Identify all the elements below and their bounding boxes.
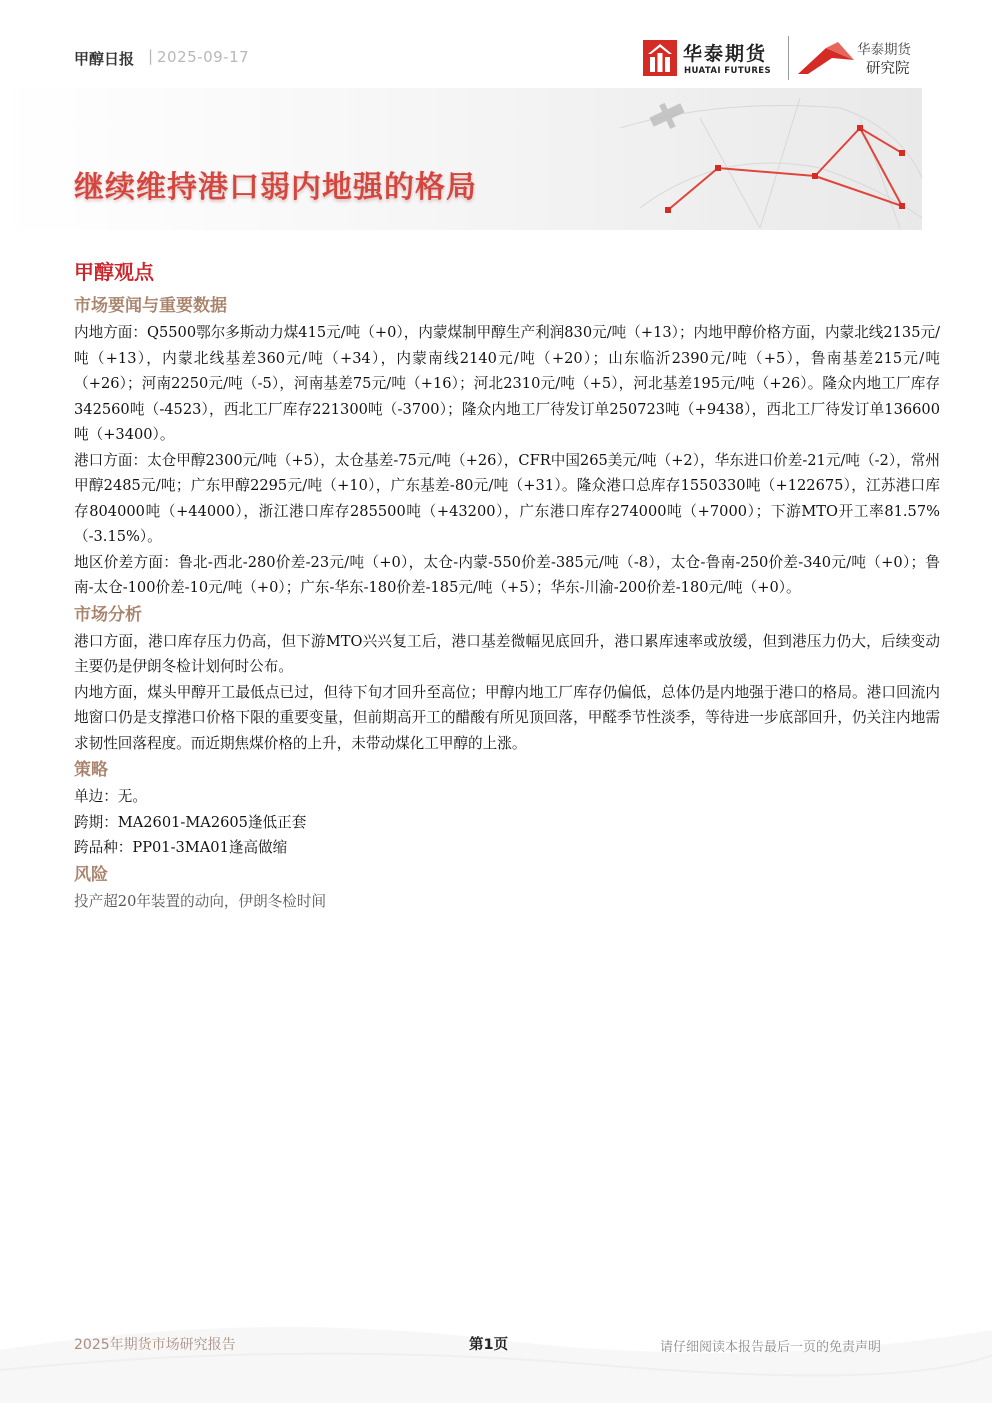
brand-name-en: HUATAI FUTURES	[684, 66, 771, 76]
analysis-port-paragraph: 港口方面，港口库存压力仍高，但下游MTO兴兴复工后，港口基差微幅见底回升，港口累库速率或放缓，但到港压力仍大，后续变动主要仍是伊朗冬检计划何时公布。	[74, 632, 940, 675]
strategy-line: 跨期：MA2601-MA2605逢低正套	[74, 813, 307, 831]
port-paragraph: 港口方面：太仓甲醇2300元/吨（+5），太仓基差-75元/吨（+26），CFR中国265美元/吨（+2），华东进口价差-21元/吨（-2），常州甲醇2485元/吨；广东甲醇2295元/吨（+10），广东基差-80元/吨（+31）。隆众港口总库存1550330吨（+122675），江苏港口库存804000吨（+44000），浙江港口库存285500吨（+43200），广东港口库存274000吨（+7000）；下游MTO开工率81.57%（-3.15%）。	[74, 451, 940, 545]
logo-divider	[788, 36, 789, 80]
brand-name-cn: 华泰期货	[683, 43, 768, 65]
spread-paragraph: 地区价差方面：鲁北-西北-280价差-23元/吨（+0），太仓-内蒙-550价差-385元/吨（-8），太仓-鲁南-250价差-340元/吨（+0）；鲁南-太仓-100价差-10元/吨（+0）；广东-华东-180价差-185元/吨（+5）；华东-川渝-200价差-180元/吨（+0）。	[74, 553, 940, 596]
strategy-line: 单边：无。	[74, 788, 147, 805]
footer-disclaimer: 请仔细阅读本报告最后一页的免责声明	[660, 1340, 882, 1355]
risk-text: 投产超20年装置的动向，伊朗冬检时间	[74, 892, 327, 910]
market-analysis-heading: 市场分析	[74, 604, 142, 625]
doc-type: 甲醇日报	[74, 50, 135, 68]
risk-heading: 风险	[74, 864, 108, 885]
report-body	[74, 258, 940, 914]
huatai-logo-icon	[643, 40, 677, 76]
inland-paragraph: 内地方面：Q5500鄂尔多斯动力煤415元/吨（+0），内蒙煤制甲醇生产利润830元/吨（+13）；内地甲醇价格方面，内蒙北线2135元/吨（+13），内蒙北线基差360元/吨（+34），内蒙南线2140元/吨（+20）；山东临沂2390元/吨（+5），鲁南基差215元/吨（+26）；河南2250元/吨（-5），河南基差75元/吨（+16）；河北2310元/吨（+5），河北基差195元/吨（+26）。隆众内地工厂库存342560吨（-4523），西北工厂库存221300吨（-3700）；隆众内地工厂待发订单250723吨（+9438），西北工厂待发订单136600吨（+3400）。	[74, 324, 940, 443]
strategy-line: 跨品种：PP01-3MA01逢高做缩	[74, 839, 288, 856]
report-title: 继续维持港口弱内地强的格局	[74, 170, 477, 205]
page-number: 第1页	[469, 1337, 509, 1353]
page-header	[0, 0, 992, 90]
market-news-heading: 市场要闻与重要数据	[74, 296, 227, 316]
report-date: 2025-09-17	[157, 48, 250, 66]
analysis-inland-paragraph: 内地方面，煤头甲醇开工最低点已过，但待下旬才回升至高位；甲醇内地工厂库存仍偏低，总体仍是内地强于港口的格局。港口回流内地窗口仍是支撑港口价格下限的重要变量，但前期高开工的醋酸有所见顶回落，甲醛季节性淡季，等待进一步底部回升，仍关注内地需求韧性回落程度。而近期焦煤价格的上升，未带动煤化工甲醇的上涨。	[74, 683, 940, 752]
view-section-title: 甲醇观点	[74, 260, 154, 284]
footer-report-series: 2025年期货市场研究报告	[74, 1337, 236, 1353]
strategy-heading: 策略	[74, 760, 108, 780]
institute-name-line2: 研究院	[866, 61, 910, 77]
header-separator: |	[148, 47, 154, 65]
banner-graphic	[0, 88, 992, 230]
institute-logo-icon	[796, 40, 856, 78]
institute-name-line1: 华泰期货	[857, 42, 911, 58]
